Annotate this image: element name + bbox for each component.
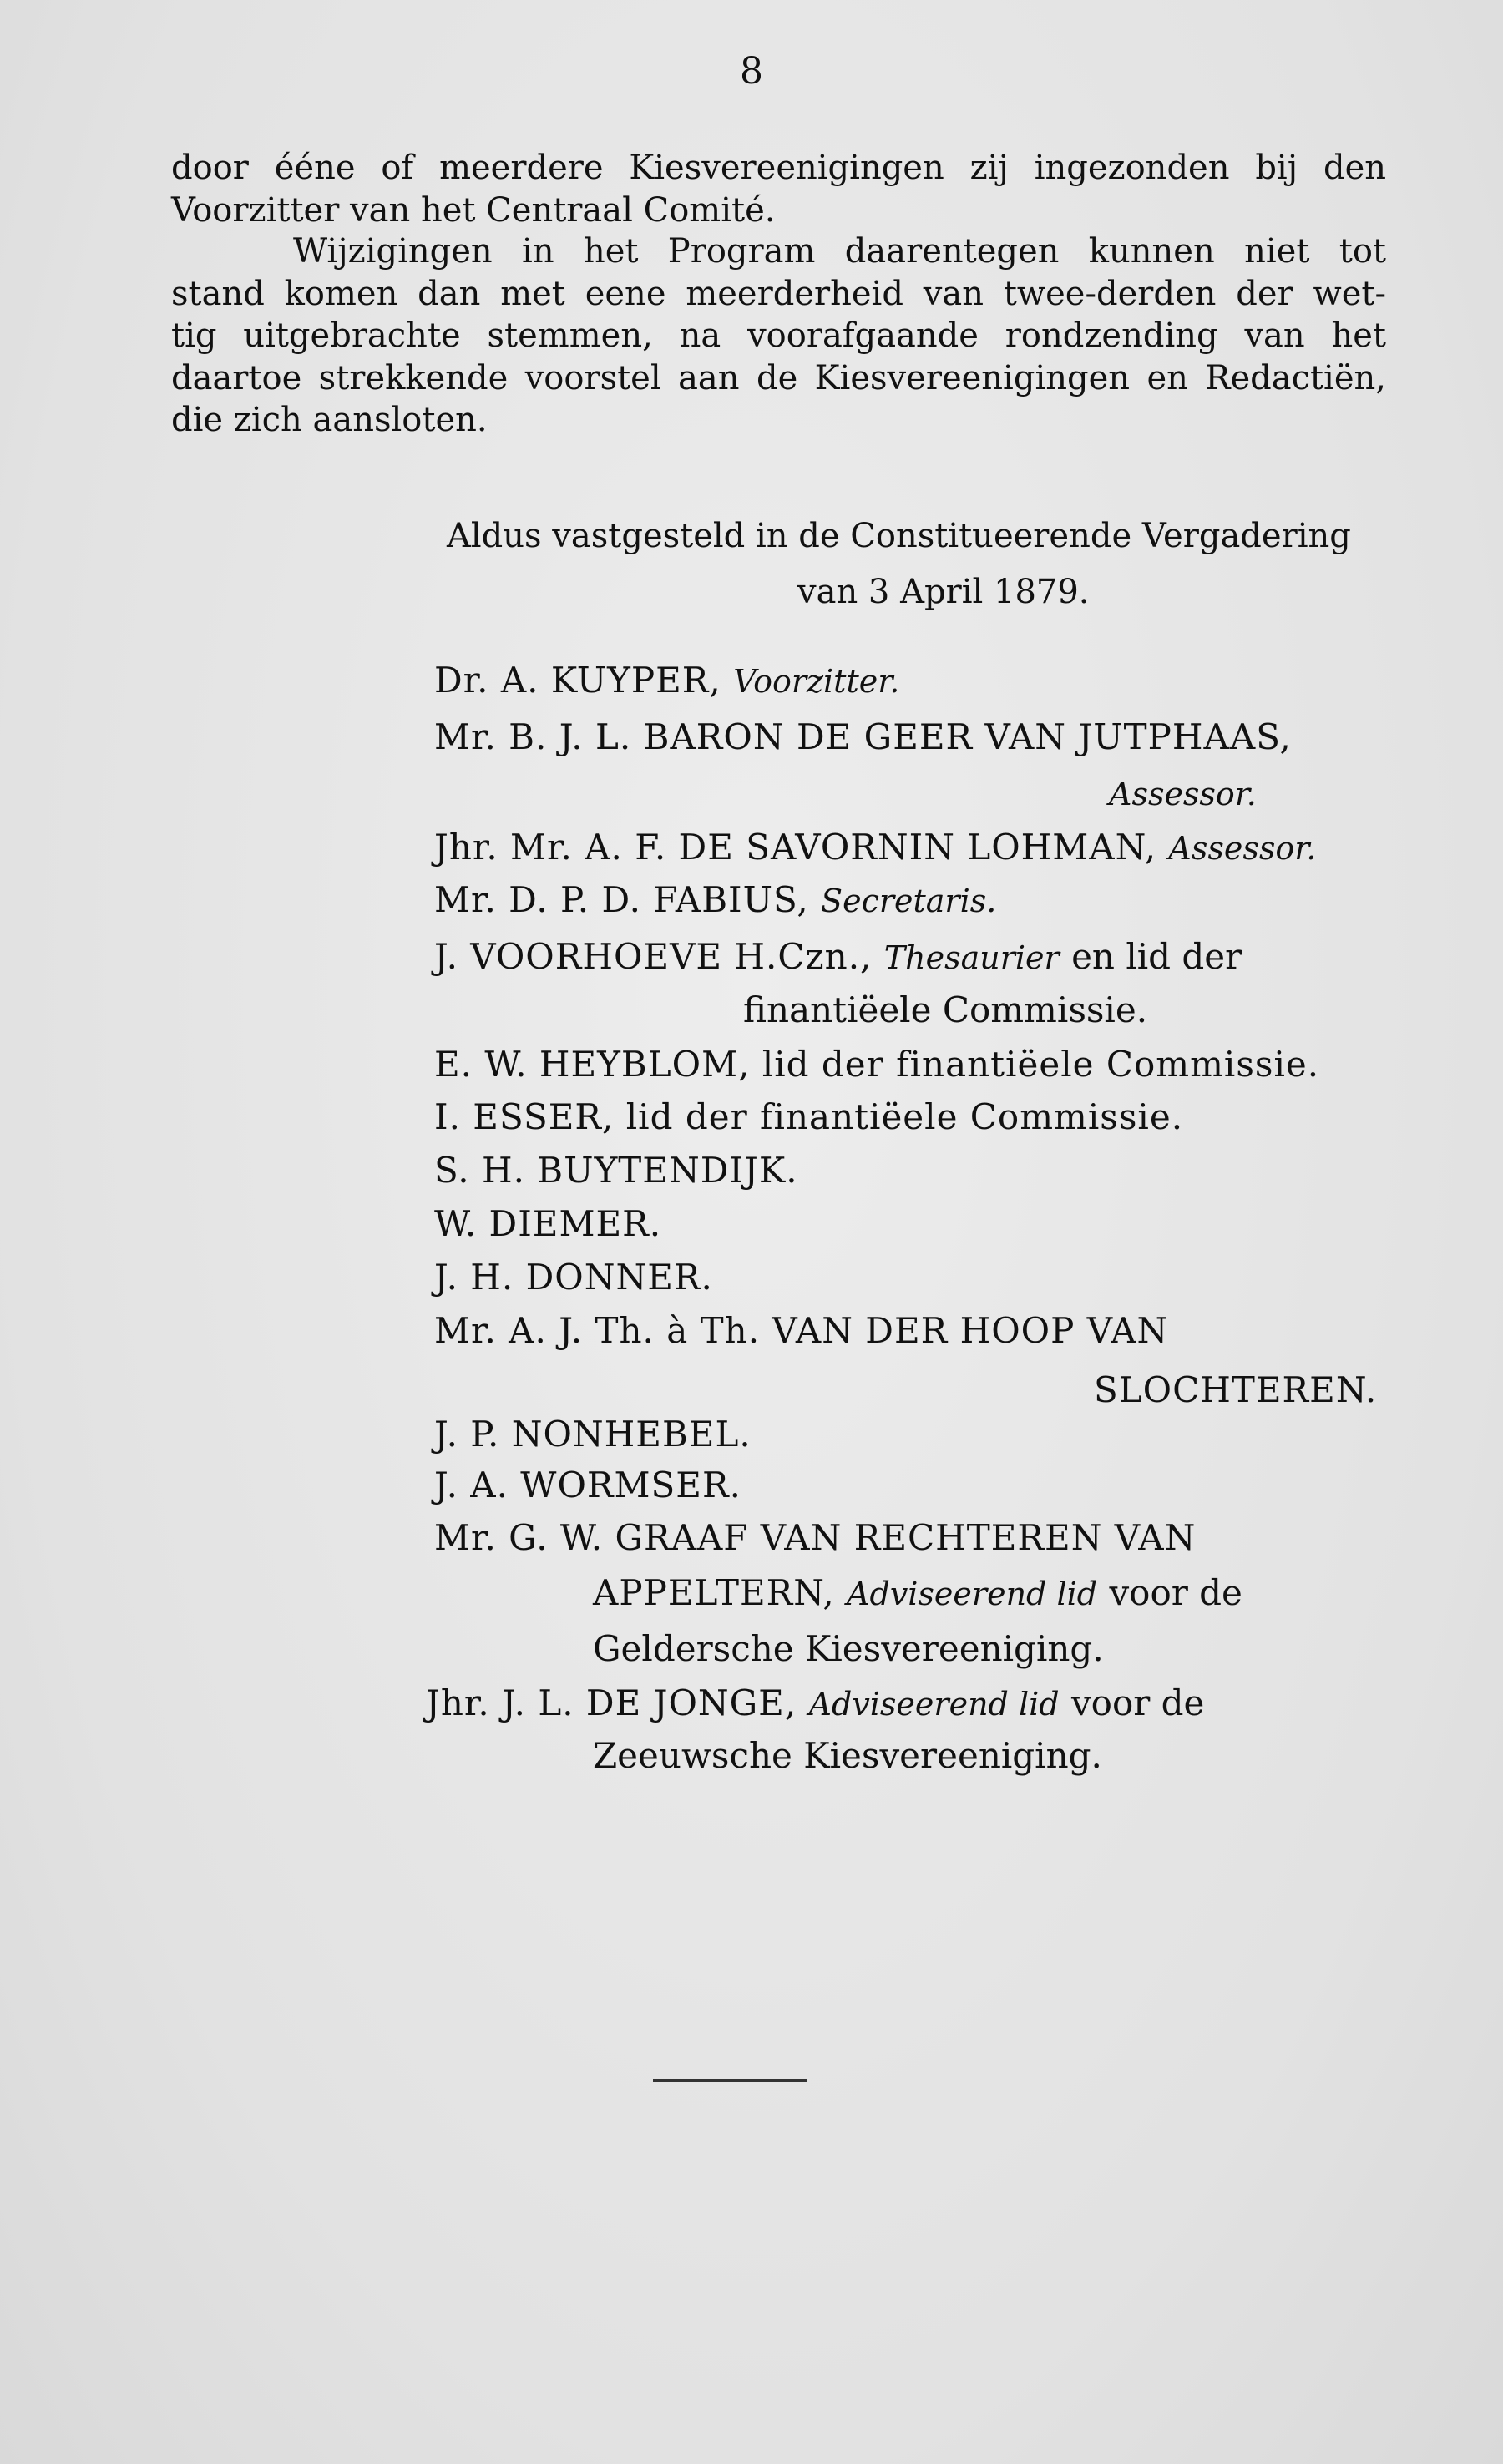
signatory-de-jonge [426, 1682, 1204, 1725]
signatory-role: Assessor. [1109, 776, 1257, 812]
signatory-van-rechteren-line2 [593, 1572, 1242, 1615]
signatory-role-extra: Geldersche Kiesvereeniging. [593, 1628, 1104, 1669]
paragraph-2-line: daartoe strekkende voorstel aan de Kiesvereenigingen en Redactiën, [171, 358, 1386, 397]
signatory-role-extra: Zeeuwsche Kiesvereeniging. [593, 1735, 1102, 1776]
page-number: 8 [740, 50, 763, 93]
signatory-heyblom: E. W. HEYBLOM, lid der finantiëele Commissie. [434, 1044, 1320, 1085]
signatory-name: Jhr. Mr. A. F. DE SAVORNIN LOHMAN, [434, 827, 1157, 868]
signatory-name: Dr. A. KUYPER, [434, 660, 721, 701]
signatory-role-extra: voor de [1070, 1682, 1205, 1723]
signatory-name: Mr. B. J. L. BARON DE GEER VAN JUTPHAAS, [434, 716, 1292, 757]
horizontal-rule [653, 2079, 807, 2082]
signatory-donner: J. H. DONNER. [434, 1257, 713, 1298]
signatory-name: Mr. D. P. D. FABIUS, [434, 879, 809, 920]
signatory-voorhoeve [434, 936, 1242, 979]
signatory-fabius [434, 879, 996, 922]
paragraph-2 [171, 230, 1386, 442]
signatory-name: APPELTERN, [593, 1572, 835, 1613]
signatory-de-geer-role [1109, 772, 1257, 815]
signatory-name: J. VOORHOEVE H.Czn., [434, 936, 873, 977]
signatory-esser: I. ESSER, lid der finantiëele Commissie. [434, 1096, 1184, 1137]
signatory-role: Secretaris. [821, 883, 997, 919]
signatory-nonhebel: J. P. NONHEBEL. [434, 1414, 752, 1455]
paragraph-1-line: Voorzitter van het Centraal Comité. [171, 190, 776, 230]
signatory-wormser: J. A. WORMSER. [434, 1465, 741, 1505]
signatory-role: Thesaurier [883, 939, 1060, 976]
signatory-role-extra: voor de [1109, 1572, 1242, 1613]
signatory-de-geer [434, 716, 1292, 758]
signatory-role: Voorzitter. [733, 663, 900, 700]
paragraph-2-line: stand komen dan met eene meerderheid van twee-derden der wet- [171, 274, 1386, 313]
signatory-van-rechteren-line3 [593, 1628, 1104, 1670]
signatory-role: Assessor. [1168, 830, 1317, 867]
paragraph-1-line: door ééne of meerdere Kiesvereenigingen zij ingezonden bij den [171, 149, 1386, 187]
signatory-kuyper [434, 660, 899, 702]
signatory-van-der-hoop-line2: SLOCHTEREN. [1094, 1369, 1378, 1410]
signatory-van-der-hoop: Mr. A. J. Th. à Th. VAN DER HOOP VAN [434, 1310, 1169, 1351]
adoption-date: van 3 April 1879. [797, 573, 1090, 611]
signatory-van-rechteren: Mr. G. W. GRAAF VAN RECHTEREN VAN [434, 1517, 1197, 1558]
signatory-role-extra: finantiëele Commissie. [743, 989, 1148, 1030]
paragraph-1 [171, 147, 1386, 231]
signatory-voorhoeve-line2 [743, 989, 1147, 1031]
paragraph-2-line: die zich aansloten. [171, 401, 488, 439]
signatory-de-jonge-line2 [593, 1735, 1102, 1777]
paragraph-2-line: tig uitgebrachte stemmen, na voorafgaande rondzending van het [171, 316, 1386, 355]
signatory-role: Adviseerend lid [808, 1686, 1060, 1723]
signatory-role: Adviseerend lid [847, 1576, 1098, 1612]
signatory-lohman [434, 827, 1316, 869]
adoption-statement: Aldus vastgesteld in de Constitueerende Vergadering [447, 517, 1351, 555]
signatory-diemer: W. DIEMER. [434, 1203, 662, 1244]
signatory-role-extra: en lid der [1071, 936, 1242, 977]
signatory-name: Jhr. J. L. DE JONGE, [426, 1682, 797, 1723]
paragraph-2-line: Wijzigingen in het Program daarentegen kunnen niet tot [293, 232, 1386, 271]
signatory-buytendijk: S. H. BUYTENDIJK. [434, 1150, 798, 1191]
